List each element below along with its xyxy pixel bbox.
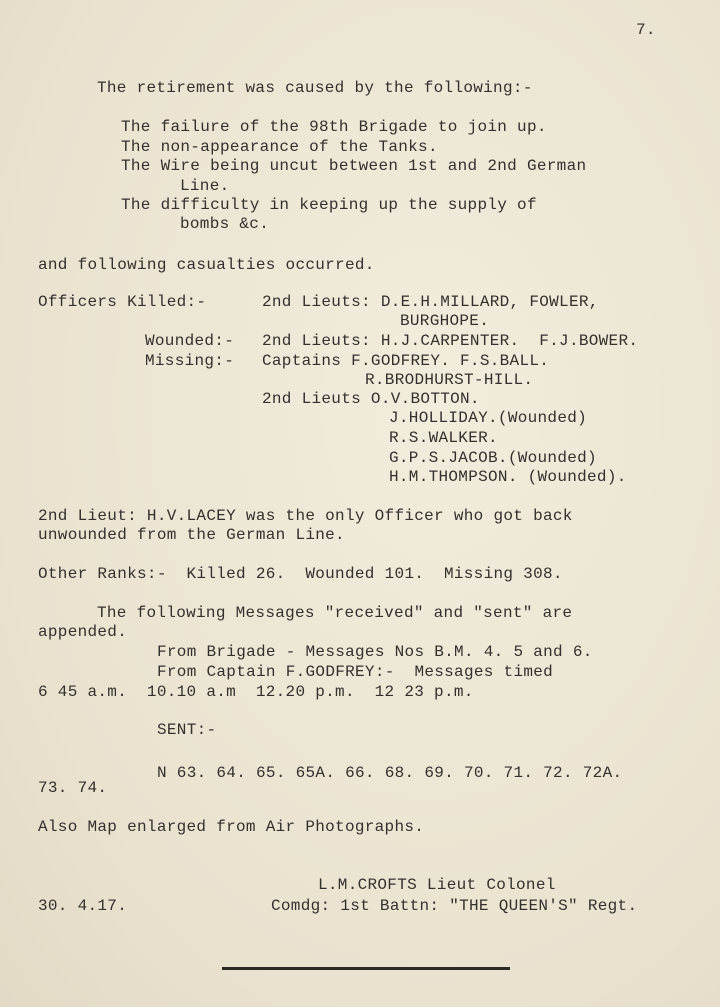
intro-line: The retirement was caused by the following:- bbox=[97, 79, 533, 97]
closing-rule bbox=[222, 967, 510, 970]
officers-missing-line: 2nd Lieuts O.V.BOTTON. bbox=[262, 390, 480, 408]
from-captain-line: From Captain F.GODFREY:- Messages timed bbox=[157, 663, 554, 681]
officers-missing-line: R.BRODHURST-HILL. bbox=[365, 371, 534, 389]
officers-missing-line: R.S.WALKER. bbox=[389, 429, 498, 447]
other-ranks-line: Other Ranks:- Killed 26. Wounded 101. Missing 308. bbox=[38, 565, 563, 583]
messages-line: appended. bbox=[38, 623, 128, 641]
officers-wounded-line: 2nd Lieuts: H.J.CARPENTER. F.J.BOWER. bbox=[262, 332, 639, 350]
officers-wounded-label: Wounded:- bbox=[145, 332, 235, 350]
reason-line: bombs &c. bbox=[180, 215, 270, 233]
signature-name: L.M.CROFTS Lieut Colonel bbox=[318, 876, 556, 894]
messages-line: The following Messages "received" and "sent" are bbox=[97, 604, 573, 622]
reason-line: The Wire being uncut between 1st and 2nd German bbox=[121, 157, 587, 175]
reason-line: The failure of the 98th Brigade to join up. bbox=[121, 118, 547, 136]
sent-messages-line: N 63. 64. 65. 65A. 66. 68. 69. 70. 71. 72. 72A. bbox=[157, 764, 623, 782]
casualties-intro: and following casualties occurred. bbox=[38, 256, 375, 274]
officers-killed-line: BURGHOPE. bbox=[400, 312, 490, 330]
lacey-line: 2nd Lieut: H.V.LACEY was the only Officer who got back bbox=[38, 507, 573, 525]
message-times-line: 6 45 a.m. 10.10 a.m 12.20 p.m. 12 23 p.m. bbox=[38, 683, 474, 701]
from-brigade-line: From Brigade - Messages Nos B.M. 4. 5 and 6. bbox=[157, 643, 593, 661]
officers-missing-line: H.M.THOMPSON. (Wounded). bbox=[389, 468, 627, 486]
signature-title: Comdg: 1st Battn: "THE QUEEN'S" Regt. bbox=[271, 897, 638, 915]
reason-line: The non-appearance of the Tanks. bbox=[121, 138, 438, 156]
officers-missing-line: J.HOLLIDAY.(Wounded) bbox=[389, 409, 588, 427]
page-number: 7. bbox=[636, 21, 656, 39]
sent-messages-line: 73. 74. bbox=[38, 779, 108, 797]
officers-missing-line: G.P.S.JACOB.(Wounded) bbox=[389, 449, 597, 467]
lacey-line: unwounded from the German Line. bbox=[38, 526, 345, 544]
also-map-line: Also Map enlarged from Air Photographs. bbox=[38, 818, 425, 836]
document-date: 30. 4.17. bbox=[38, 897, 128, 915]
reason-line: The difficulty in keeping up the supply of bbox=[121, 196, 537, 214]
reason-line: Line. bbox=[180, 177, 230, 195]
officers-missing-label: Missing:- bbox=[145, 352, 235, 370]
officers-missing-line: Captains F.GODFREY. F.S.BALL. bbox=[262, 352, 550, 370]
officers-killed-label: Officers Killed:- bbox=[38, 293, 207, 311]
officers-killed-line: 2nd Lieuts: D.E.H.MILLARD, FOWLER, bbox=[262, 293, 599, 311]
sent-label: SENT:- bbox=[157, 721, 217, 739]
